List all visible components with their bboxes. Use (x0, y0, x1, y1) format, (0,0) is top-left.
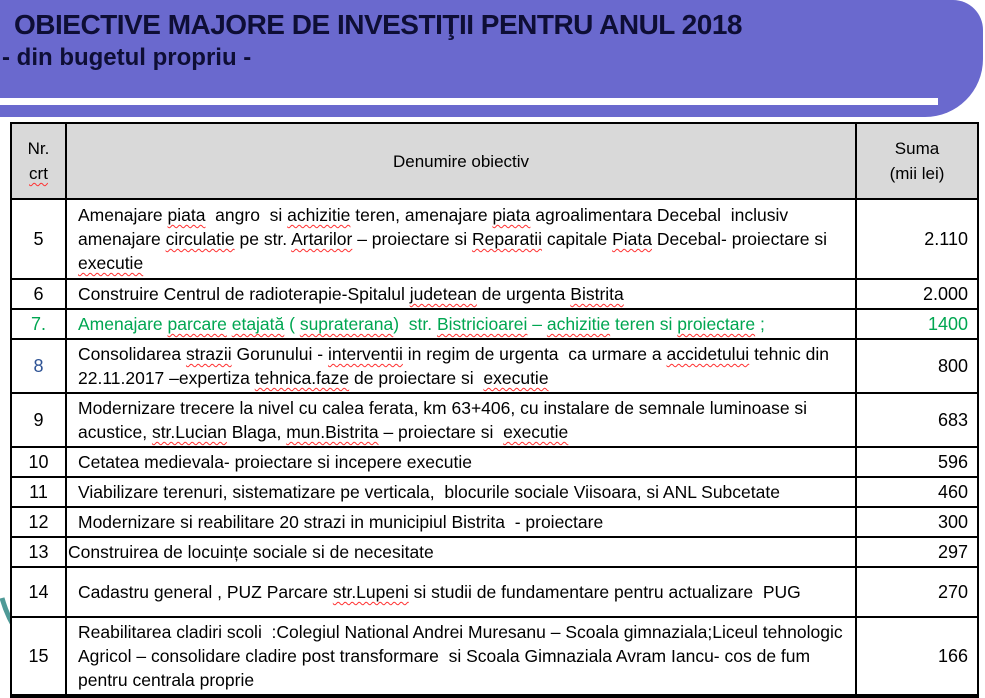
description-text: Reabilitarea cladiri scoli :Colegiul National Andrei Muresanu – Scoala gimnaziala;Liceul tehnologic Agricol – consolidare cladire post transformare si Scoala Gimnaziala Avram Iancu- cos de fum pentru centrala proprie (78, 622, 848, 690)
description-text: ( (284, 314, 300, 334)
description-text: teren, amenajare (350, 205, 493, 225)
row-number-cell: 9 (11, 393, 66, 447)
slide-subtitle: - din bugetul propriu - (2, 44, 252, 71)
row-description-cell (66, 279, 856, 309)
row-sum-cell: 683 (856, 393, 978, 447)
description-text: capitale (542, 229, 613, 249)
row-description-cell (66, 507, 856, 537)
table-row (11, 447, 978, 477)
row-description-cell (66, 199, 856, 279)
misspelled-word: mun.Bistrita (286, 422, 379, 442)
row-number-cell: 13 (11, 537, 66, 567)
header-nr-crt (11, 123, 66, 199)
header-denumire-obiectiv: Denumire obiectiv (66, 123, 856, 199)
misspelled-word: piata (167, 205, 206, 225)
row-sum-cell: 596 (856, 447, 978, 477)
row-sum-cell: 300 (856, 507, 978, 537)
row-sum-cell: 800 (856, 339, 978, 393)
misspelled-word: proiectare (677, 314, 756, 334)
row-description-cell (66, 393, 856, 447)
description-text: ) str. (393, 314, 437, 334)
description-text: – (527, 314, 547, 334)
header-suma (856, 123, 978, 199)
row-description-cell (66, 477, 856, 507)
row-number-cell: 5 (11, 199, 66, 279)
misspelled-word: piata (492, 205, 531, 225)
misspelled-word: str.Lupeni (332, 582, 409, 602)
misspelled-word: parcare (167, 314, 227, 334)
misspelled-word: judetean (409, 284, 477, 304)
row-number-cell: 7. (11, 309, 66, 339)
description-text: Viabilizare terenuri, sistematizare pe verticala, blocurile sociale Viisoara, si ANL Subcetate (78, 482, 780, 502)
description-text: Amenajare (78, 314, 168, 334)
title-banner (0, 0, 983, 117)
row-number-cell: 12 (11, 507, 66, 537)
table-row (11, 279, 978, 309)
table-row (11, 199, 978, 279)
description-text: Cetatea medievala- proiectare si incepere executie (78, 452, 472, 472)
table-row (11, 537, 978, 567)
description-text: Consolidarea (78, 344, 186, 364)
misspelled-word: circulatie (165, 229, 235, 249)
row-sum-cell: 297 (856, 537, 978, 567)
misspelled-word: str.Lucian (151, 422, 227, 442)
row-number-cell: 6 (11, 279, 66, 309)
row-number-cell: 15 (11, 617, 66, 696)
header-suma-line2: (mii lei) (889, 164, 945, 183)
table-row (11, 339, 978, 393)
misspelled-word: accidetului (666, 344, 750, 364)
slide-title: OBIECTIVE MAJORE DE INVESTIŢII PENTRU ANUL 2018 (14, 9, 742, 40)
misspelled-word: Bistricioarei (436, 314, 528, 334)
description-text: Gorunului - (231, 344, 328, 364)
description-text: Cadastru general , PUZ Parcare (78, 582, 333, 602)
row-number-cell: 14 (11, 567, 66, 617)
row-description-cell (66, 617, 856, 696)
description-text: tehnic din 22.11.2017 –expertiza (78, 344, 829, 388)
row-number-cell: 11 (11, 477, 66, 507)
description-text: angro si (205, 205, 288, 225)
misspelled-word: executie (503, 422, 569, 442)
misspelled-word: Bistrita (570, 284, 624, 304)
row-number-cell: 10 (11, 447, 66, 477)
description-text: Construirea de locuințe sociale si de necesitate (68, 542, 434, 562)
table-row (11, 309, 978, 339)
row-sum-cell: 2.110 (856, 199, 978, 279)
description-text: teren si (610, 314, 678, 334)
description-text: Modernizare trecere la nivel cu calea ferata, km 63+406, cu instalare de semnale luminoase si acustice, (78, 398, 808, 442)
description-text: de urgenta (476, 284, 571, 304)
row-sum-cell: 460 (856, 477, 978, 507)
description-text: Amenajare (78, 205, 168, 225)
row-description-cell (66, 567, 856, 617)
misspelled-word: executie (78, 253, 144, 273)
table-row (11, 477, 978, 507)
description-text: pe str. (234, 229, 292, 249)
description-text: Blaga, (226, 422, 287, 442)
description-text: – proiectare si (352, 229, 472, 249)
table-header-row (11, 123, 978, 199)
table-row (11, 393, 978, 447)
description-text: in regim de urgenta ca urmare a (402, 344, 667, 364)
header-nr-line1: Nr. (27, 139, 50, 158)
description-text: de proiectare si (349, 368, 484, 388)
description-text: – proiectare si (378, 422, 504, 442)
banner-underline (0, 98, 938, 105)
table-row (11, 567, 978, 617)
table-row (11, 617, 978, 696)
misspelled-word: Artarilor (291, 229, 353, 249)
misspelled-word: strazii (185, 344, 232, 364)
row-sum-cell: 2.000 (856, 279, 978, 309)
header-nr-line2: crt (29, 164, 48, 183)
row-sum-cell: 166 (856, 617, 978, 696)
misspelled-word: etajată (231, 314, 285, 334)
description-text: ; (755, 314, 765, 334)
row-sum-cell: 270 (856, 567, 978, 617)
row-description-cell (66, 309, 856, 339)
row-description-cell (66, 537, 856, 567)
row-description-cell (66, 447, 856, 477)
misspelled-word: interventii (327, 344, 403, 364)
misspelled-word: tehnica.faze (254, 368, 350, 388)
header-suma-line1: Suma (894, 139, 940, 158)
description-text: Construire Centrul de radioterapie-Spitalul (78, 284, 410, 304)
misspelled-word: achizitie (287, 205, 351, 225)
description-text: agroalimentara Decebal inclusiv amenajare (78, 205, 789, 249)
misspelled-word: supraterana (299, 314, 394, 334)
misspelled-word: Piata (612, 229, 652, 249)
description-text: Modernizare si reabilitare 20 strazi in municipiul Bistrita - proiectare (78, 512, 604, 532)
row-number-cell: 8 (11, 339, 66, 393)
misspelled-word: Reparatii (471, 229, 543, 249)
misspelled-word: executie (483, 368, 549, 388)
description-text: Decebal- proiectare si (651, 229, 828, 249)
misspelled-word: achizitie (546, 314, 611, 334)
row-description-cell (66, 339, 856, 393)
description-text: si studii de fundamentare pentru actualizare PUG (408, 582, 801, 602)
investments-table (10, 122, 979, 698)
table-row (11, 507, 978, 537)
row-sum-cell: 1400 (856, 309, 978, 339)
